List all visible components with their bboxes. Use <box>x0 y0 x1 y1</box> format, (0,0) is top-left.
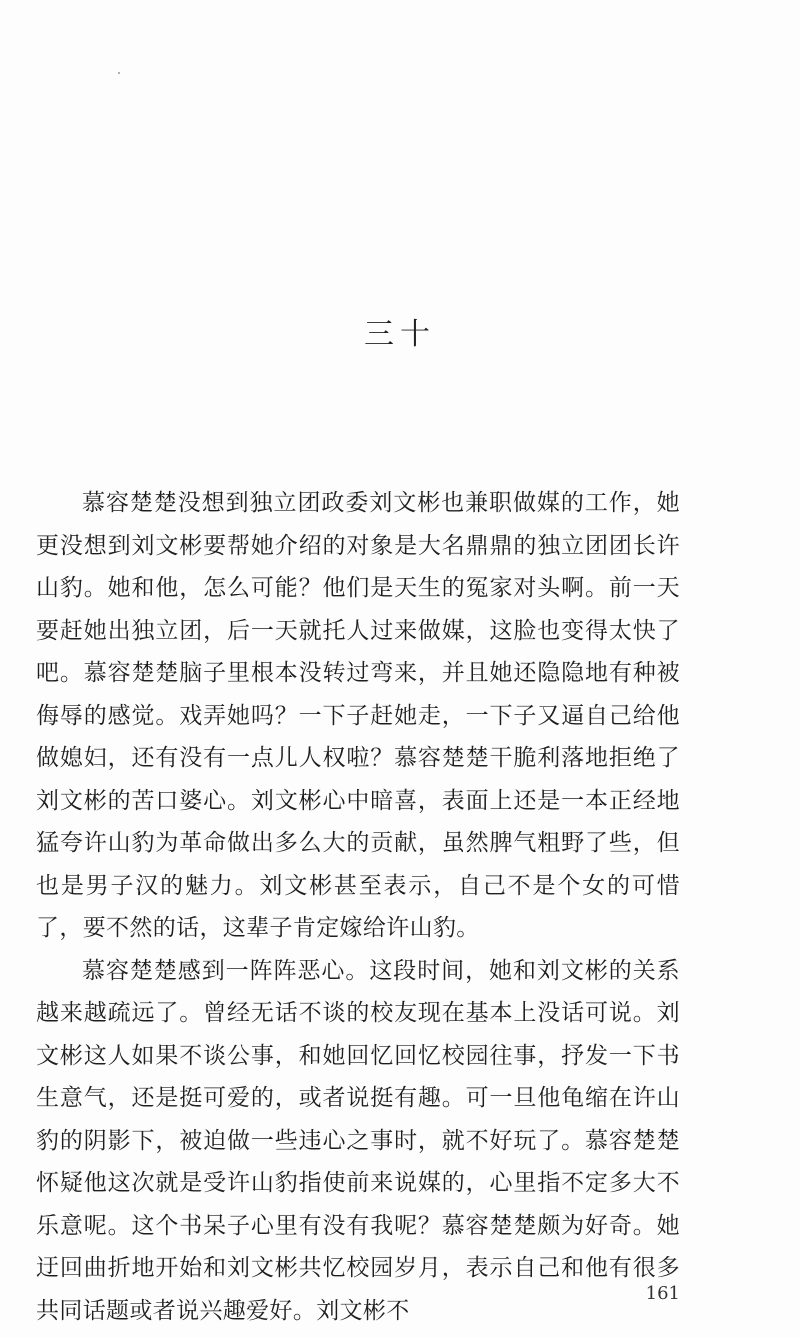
paragraph-2: 慕容楚楚感到一阵阵恶心。这段时间，她和刘文彬的关系越来越疏远了。曾经无话不谈的校友现在基本上没话可说。刘文彬这人如果不谈公事，和她回忆回忆校园往事，抒发一下书生意气，还是挺可爱的，或者说挺有趣。可一旦他龟缩在许山豹的阴影下，被迫做一些违心之事时，就不好玩了。慕容楚楚怀疑他这次就是受许山豹指使前来说媒的，心里指不定多大不乐意呢。这个书呆子心里有没有我呢？慕容楚楚颇为好奇。她迂回曲折地开始和刘文彬共忆校园岁月，表示自己和他有很多共同话题或者说兴趣爱好。刘文彬不 <box>36 957 680 1324</box>
paper-speck <box>118 72 120 74</box>
chapter-title: 三十 <box>364 317 436 352</box>
paragraph-1: 慕容楚楚没想到独立团政委刘文彬也兼职做媒的工作，她更没想到刘文彬要帮她介绍的对象是大名鼎鼎的独立团团长许山豹。她和他，怎么可能？他们是天生的冤家对头啊。前一天要赶她出独立团，后一天就托人过来做媒，这脸也变得太快了吧。慕容楚楚脑子里根本没转过弯来，并且她还隐隐地有种被侮辱的感觉。戏弄她吗？一下子赶她走，一下子又逼自己给他做媳妇，还有没有一点儿人权啦？慕容楚楚干脆利落地拒绝了刘文彬的苦口婆心。刘文彬心中暗喜，表面上还是一本正经地猛夸许山豹为革命做出多么大的贡献，虽然脾气粗野了些，但也是男子汉的魅力。刘文彬甚至表示，自己不是个女的可惜了，要不然的话，这辈子肯定嫁给许山豹。 <box>36 490 680 941</box>
page-number: 161 <box>645 1283 680 1304</box>
body-text <box>36 482 680 1332</box>
